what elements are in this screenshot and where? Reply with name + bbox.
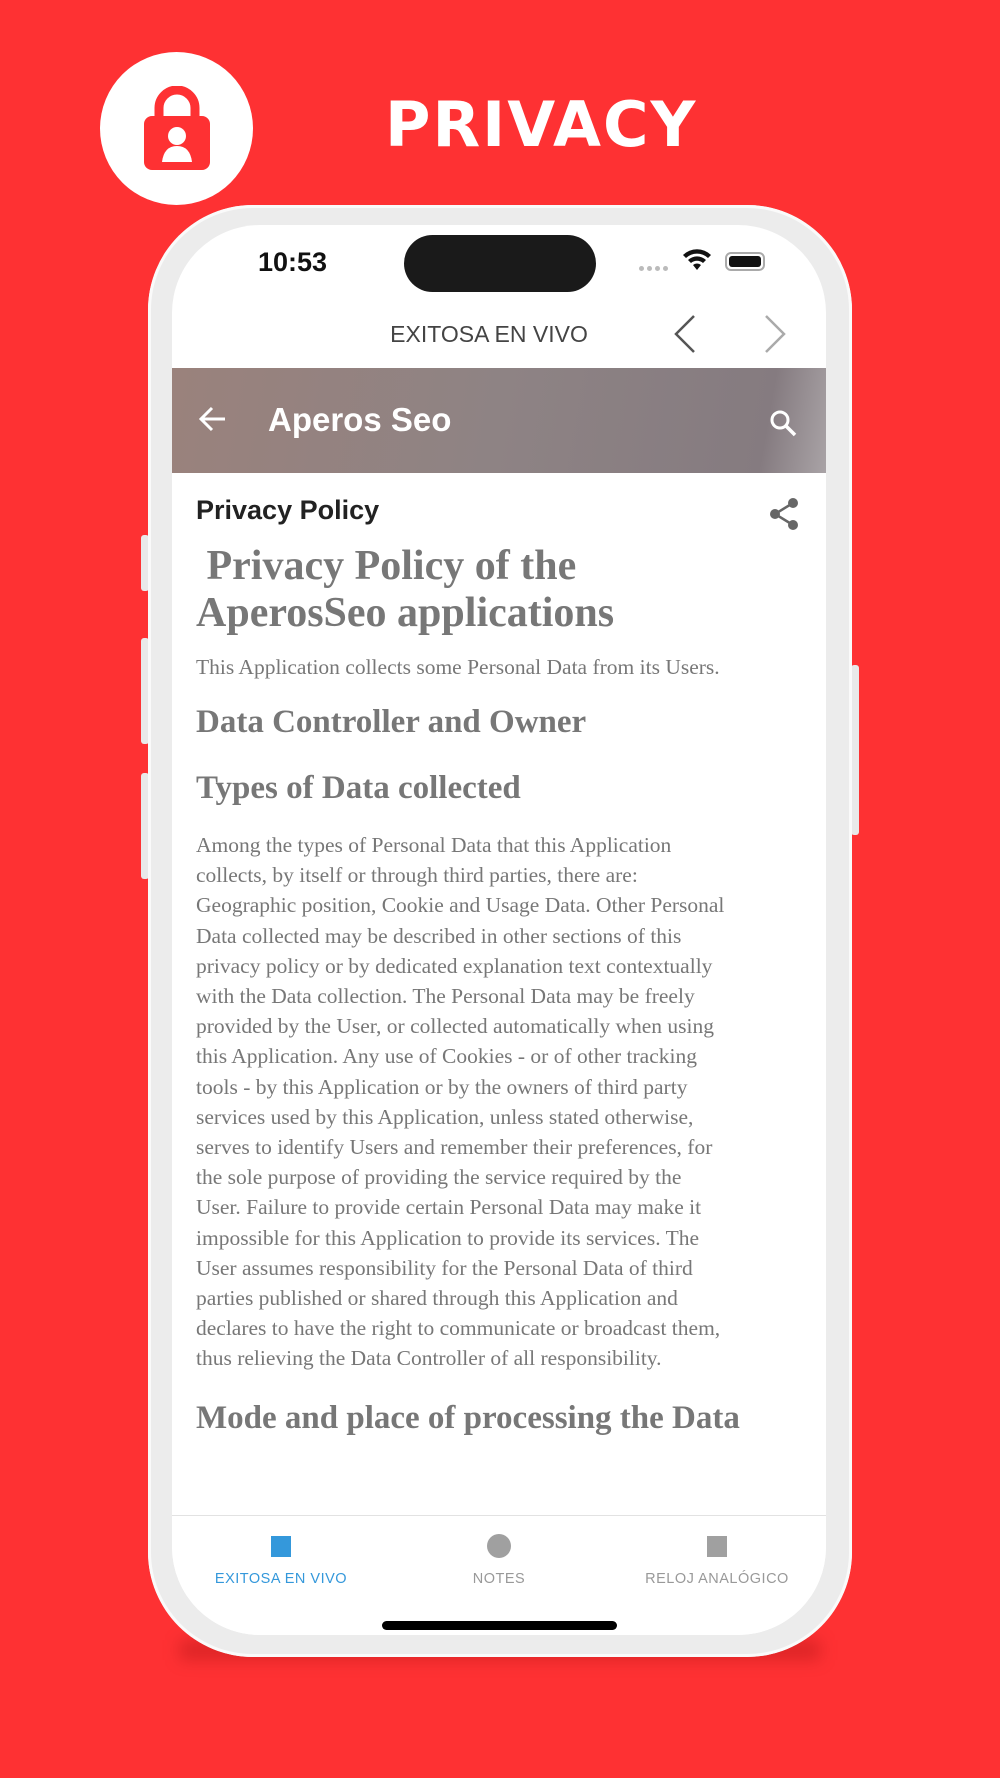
section-heading: Data Controller and Owner bbox=[196, 704, 587, 740]
back-arrow-icon[interactable] bbox=[198, 404, 228, 434]
phone-screen bbox=[172, 225, 826, 1635]
dynamic-island bbox=[404, 235, 596, 292]
policy-document bbox=[196, 543, 816, 1438]
body-line: serves to identify Users and remember their preferences, for bbox=[196, 1135, 713, 1160]
signal-icon bbox=[639, 266, 668, 271]
search-icon[interactable] bbox=[768, 408, 798, 438]
section-heading: Mode and place of processing the Data bbox=[196, 1399, 740, 1436]
page-title: Privacy Policy bbox=[196, 495, 380, 525]
phone-power-button bbox=[851, 665, 859, 835]
body-line: tools - by this Application or by the owners of third party bbox=[196, 1074, 688, 1099]
tab-label: EXITOSA EN VIVO bbox=[214, 1571, 348, 1587]
body-line: provided by the User, or collected automatically when using bbox=[196, 1014, 714, 1039]
body-line: Geographic position, Cookie and Usage Data. Other Personal bbox=[196, 893, 725, 918]
body-line: services used by this Application, unless stated otherwise, bbox=[196, 1104, 694, 1129]
promo-title: PRIVACY bbox=[385, 88, 698, 161]
body-line: collects, by itself or through third parties, there are: bbox=[196, 863, 638, 888]
tab-label: NOTES bbox=[472, 1571, 526, 1587]
section-body bbox=[196, 830, 816, 1374]
body-line: this Application. Any use of Cookies - or of other tracking bbox=[196, 1044, 697, 1069]
tab-notes[interactable] bbox=[390, 1516, 608, 1587]
body-line: Data collected may be described in other sections of this bbox=[196, 923, 682, 948]
body-line: privacy policy or by dedicated explanation text contextually bbox=[196, 953, 713, 978]
home-indicator[interactable] bbox=[382, 1621, 617, 1630]
body-line: thus relieving the Data Controller of all responsibility. bbox=[196, 1346, 662, 1371]
body-line: declares to have the right to communicate or broadcast them, bbox=[196, 1316, 721, 1341]
share-icon[interactable] bbox=[768, 497, 800, 531]
body-line: with the Data collection. The Personal Data may be freely bbox=[196, 984, 695, 1009]
privacy-badge bbox=[100, 52, 253, 205]
intro-text: This Application collects some Personal Data from its Users. bbox=[196, 655, 720, 679]
status-time: 10:53 bbox=[258, 247, 328, 277]
chevron-right-icon[interactable] bbox=[760, 313, 790, 355]
tab-reloj-analogico[interactable] bbox=[608, 1516, 826, 1587]
tab-exitosa-en-vivo[interactable] bbox=[172, 1516, 390, 1587]
tab-bar bbox=[172, 1515, 826, 1635]
square-icon bbox=[271, 1536, 291, 1557]
body-line: the sole purpose of providing the service required by the bbox=[196, 1165, 682, 1190]
document-heading: Privacy Policy of the AperosSeo applications bbox=[196, 543, 615, 636]
body-line: User assumes responsibility for the Personal Data of third bbox=[196, 1255, 693, 1280]
square-icon bbox=[707, 1536, 727, 1557]
lock-user-icon bbox=[142, 86, 212, 172]
body-line: impossible for this Application to provide its services. The bbox=[196, 1225, 699, 1250]
header-title: Aperos Seo bbox=[268, 401, 452, 438]
battery-icon bbox=[725, 252, 765, 271]
body-line: parties published or shared through this Application and bbox=[196, 1286, 678, 1311]
nav-title: EXITOSA EN VIVO bbox=[390, 321, 588, 347]
tab-label: RELOJ ANALÓGICO bbox=[645, 1571, 789, 1587]
circle-icon bbox=[487, 1534, 511, 1558]
app-header bbox=[172, 368, 826, 473]
chevron-left-icon[interactable] bbox=[670, 313, 700, 355]
body-line: Among the types of Personal Data that this Application bbox=[196, 833, 672, 857]
wifi-icon bbox=[682, 249, 712, 271]
section-heading: Types of Data collected bbox=[196, 770, 521, 806]
body-line: User. Failure to provide certain Personal Data may make it bbox=[196, 1195, 702, 1220]
